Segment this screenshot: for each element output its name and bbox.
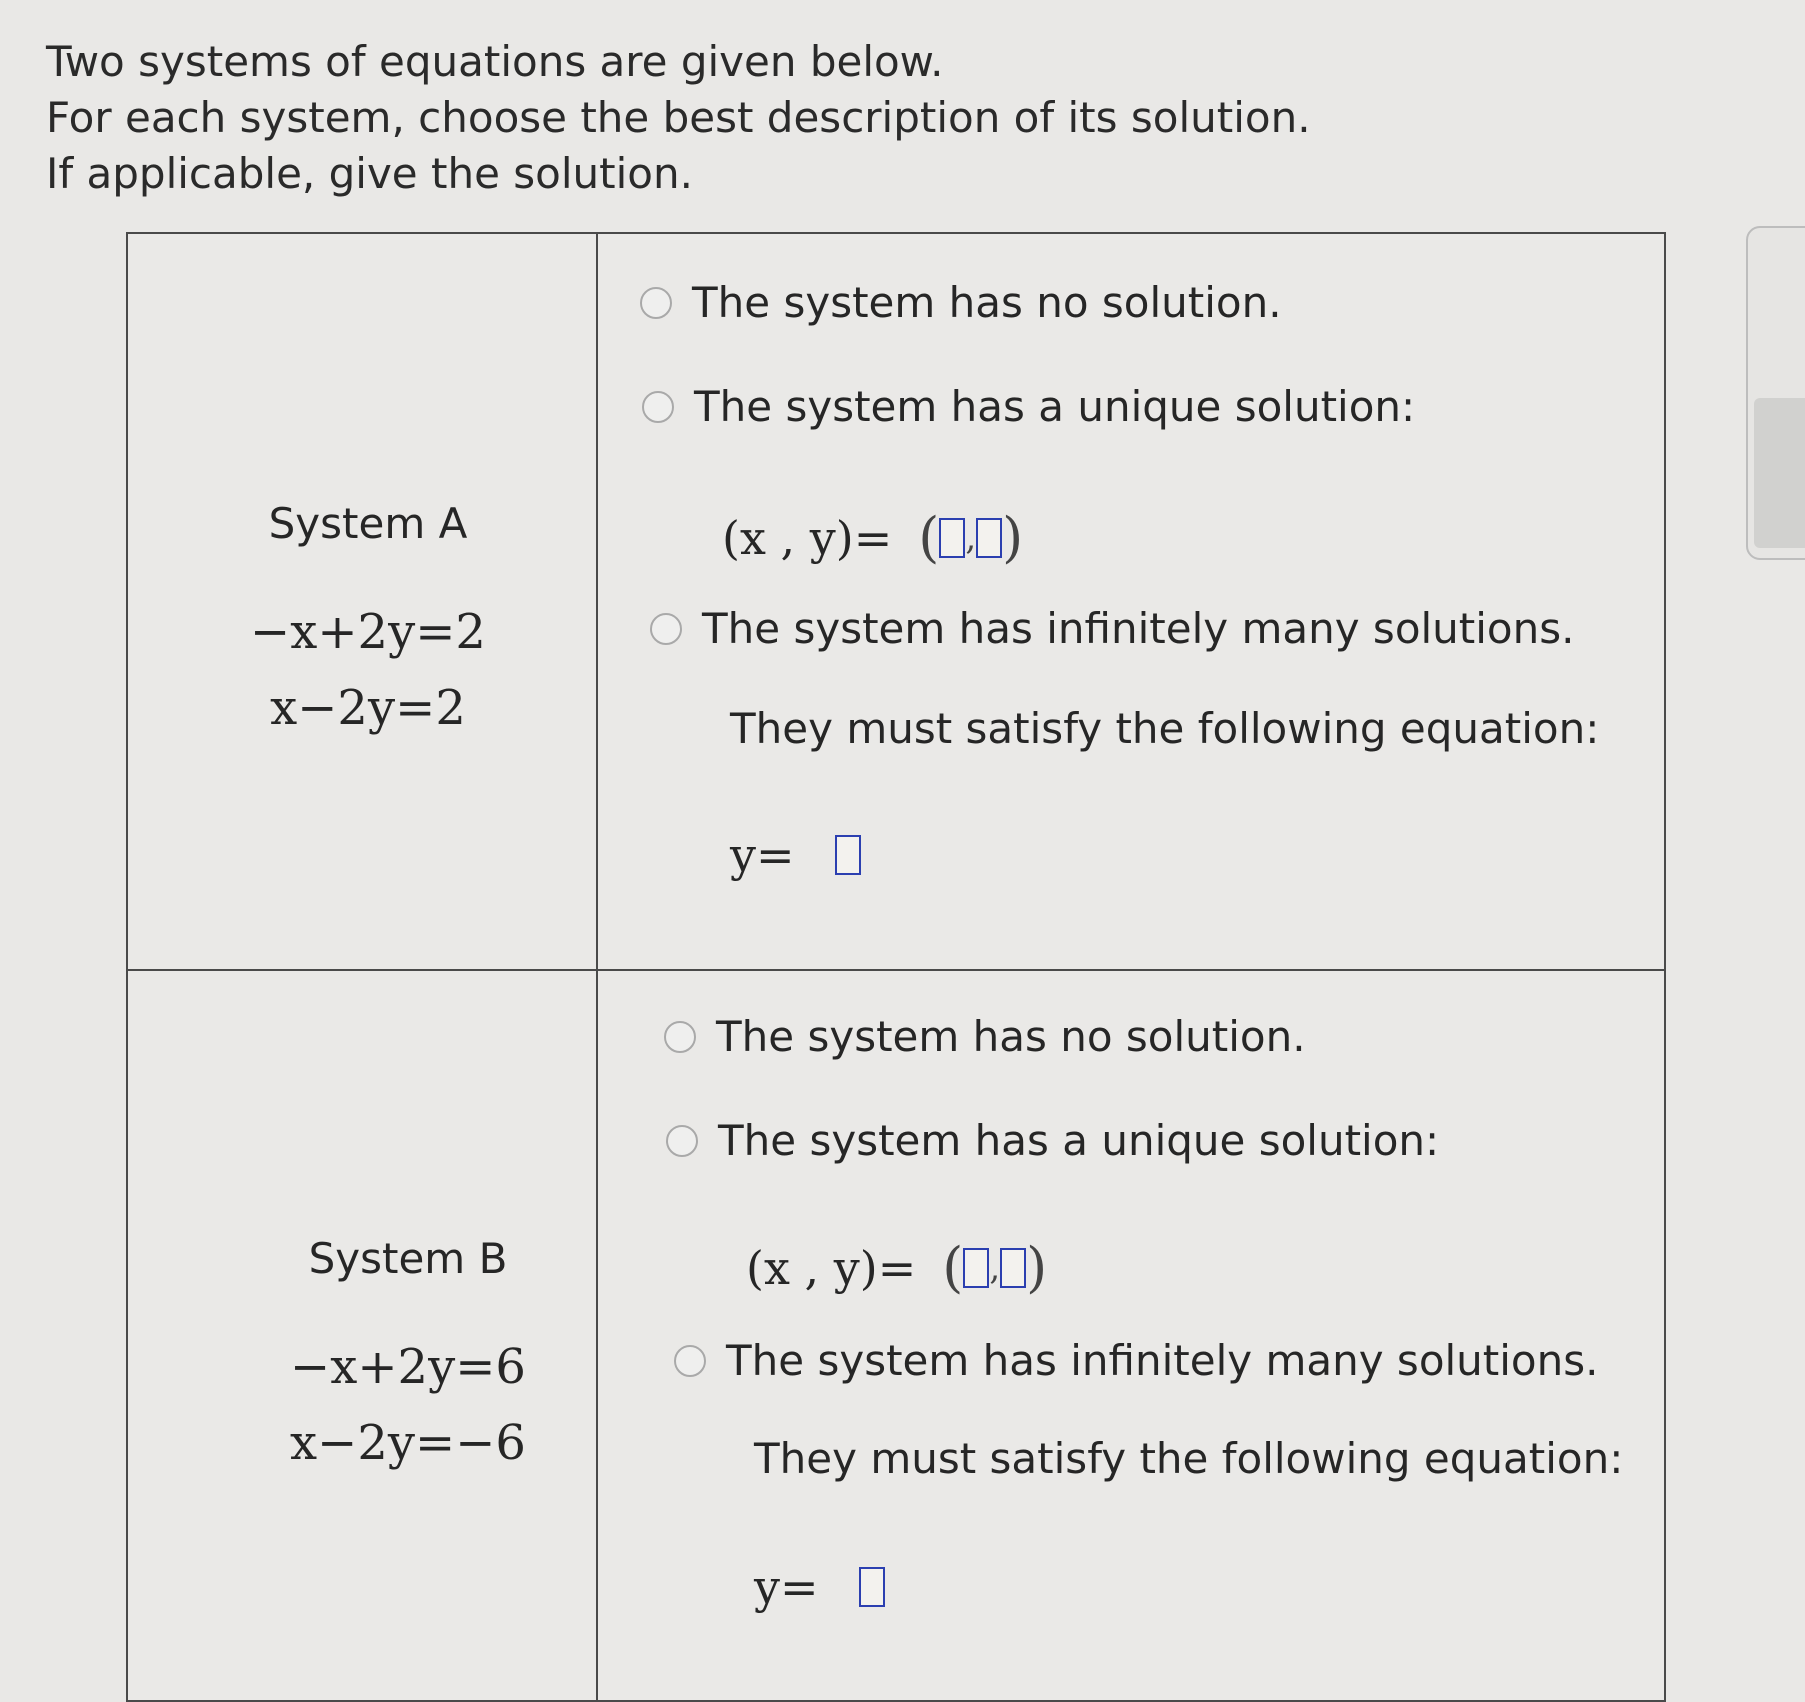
system-b [208,1234,608,1481]
system-b-equation-1: −x+2y=6 [290,1339,526,1395]
x-answer-input[interactable] [963,1248,989,1288]
system-b-must-satisfy-text: They must satisfy the following equation: [754,1434,1624,1483]
row-divider [128,969,1664,971]
system-a-equation-input-row [730,828,861,882]
option-label: The system has no solution. [716,1012,1306,1061]
y-equation-input[interactable] [835,835,861,875]
option-label: The system has no solution. [692,278,1282,327]
instructions [46,34,1311,202]
radio-button[interactable] [650,613,682,645]
system-a-unique-solution-option[interactable] [642,382,1415,431]
y-answer-input[interactable] [1000,1248,1026,1288]
comma: , [965,517,977,558]
system-b-equation-input-row [754,1560,885,1614]
system-a-unique-solution-inputs [722,506,1023,569]
radio-button[interactable] [664,1021,696,1053]
instruction-line-1: Two systems of equations are given below. [46,37,944,86]
instruction-line-2: For each system, choose the best description of its solution. [46,93,1311,142]
xy-label: (x , y)= [746,1240,917,1295]
option-label: The system has a unique solution: [694,382,1416,431]
system-a-equation-1: −x+2y=2 [250,604,486,660]
close-paren: ) [1002,506,1024,569]
y-equation-input[interactable] [859,1567,885,1607]
x-answer-input[interactable] [939,518,965,558]
option-label: The system has infinitely many solutions. [702,604,1575,653]
option-label: The system has a unique solution: [718,1116,1440,1165]
radio-button[interactable] [642,391,674,423]
system-b-infinite-solutions-option[interactable] [674,1336,1598,1385]
open-paren: ( [942,1236,964,1299]
y-answer-input[interactable] [976,518,1002,558]
system-a-no-solution-option[interactable] [640,278,1282,327]
radio-button[interactable] [674,1345,706,1377]
close-paren: ) [1026,1236,1048,1299]
xy-label: (x , y)= [722,510,893,565]
radio-button[interactable] [666,1125,698,1157]
open-paren: ( [918,506,940,569]
option-label: The system has infinitely many solutions. [726,1336,1599,1385]
system-a-title: System A [268,499,468,548]
side-panel-tab[interactable] [1754,398,1805,548]
system-b-title: System B [308,1234,508,1283]
radio-button[interactable] [640,287,672,319]
system-b-no-solution-option[interactable] [664,1012,1306,1061]
system-a-infinite-solutions-option[interactable] [650,604,1574,653]
system-a-must-satisfy-text: They must satisfy the following equation: [730,704,1600,753]
system-b-unique-solution-option[interactable] [666,1116,1439,1165]
problem-table [126,232,1666,1702]
y-equals-label: y= [730,828,795,882]
system-b-equation-2: x−2y=−6 [290,1415,526,1471]
comma: , [989,1247,1001,1288]
system-a-equation-2: x−2y=2 [270,680,466,736]
instruction-line-3: If applicable, give the solution. [46,149,693,198]
system-b-unique-solution-inputs [746,1236,1047,1299]
system-a [188,499,548,746]
y-equals-label: y= [754,1560,819,1614]
